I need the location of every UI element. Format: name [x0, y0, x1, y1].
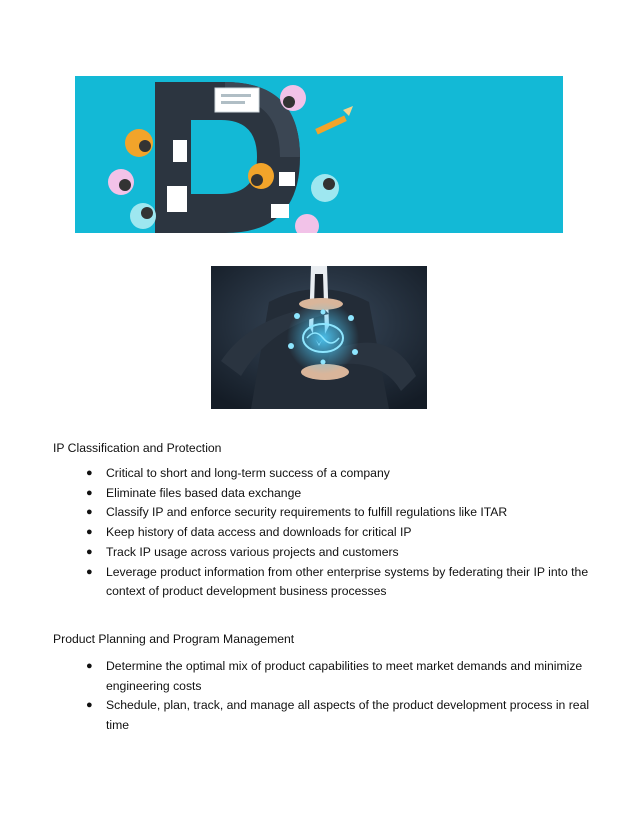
list-item: ● Track IP usage across various projects and customers [82, 543, 592, 563]
banner-illustration [75, 76, 563, 233]
bullet-icon: ● [86, 699, 93, 712]
bullet-icon: ● [86, 565, 93, 578]
list-item: ● Critical to short and long-term success of a company [82, 464, 592, 484]
bullet-icon: ● [86, 545, 93, 558]
list-item: ● Determine the optimal mix of product capabilities to meet market demands and minimize engineering costs [86, 659, 583, 693]
list-item: ● Keep history of data access and downloads for critical IP [82, 523, 592, 543]
bullet-icon: ● [86, 486, 93, 499]
glowing-brain-graphic [211, 266, 427, 409]
ip-classification-list [82, 464, 592, 602]
list-item: ● Schedule, plan, track, and manage all aspects of the product development process in real time [86, 698, 590, 733]
section-title-ip-classification: IP Classification and Protection [53, 441, 222, 455]
bullet-icon: ● [86, 660, 93, 672]
section-title-product-planning: Product Planning and Program Management [53, 632, 295, 646]
product-planning-list [82, 657, 592, 736]
letter-d-teamwork-graphic [75, 76, 563, 233]
list-item: ● Classify IP and enforce security requirements to fulfill regulations like ITAR [82, 503, 592, 523]
bullet-icon: ● [86, 467, 93, 479]
list-item: ● Eliminate files based data exchange [82, 484, 592, 504]
list-item: ● Leverage product information from other enterprise systems by federating their IP into the context of product development business processes [86, 564, 589, 599]
bullet-icon: ● [86, 526, 93, 539]
brain-hands-photo [211, 266, 427, 409]
bullet-icon: ● [86, 506, 93, 519]
